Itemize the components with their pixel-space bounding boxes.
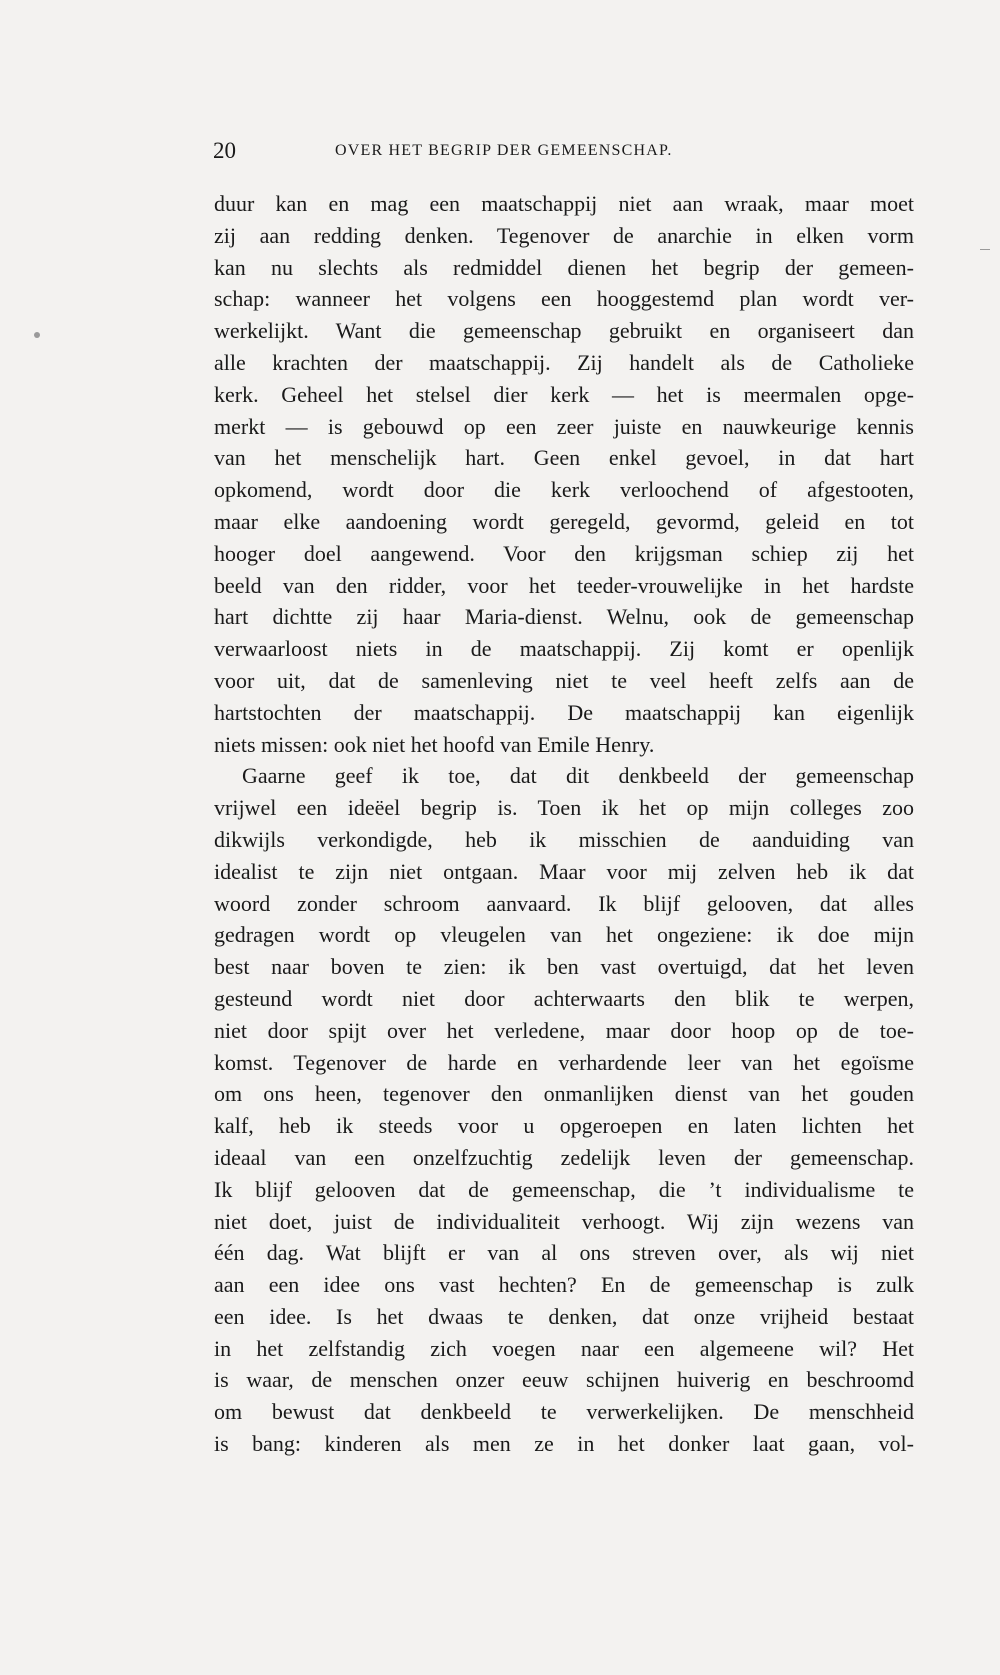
text-line: duur kan en mag een maatschappij niet aan wraak, maar moet <box>214 191 914 216</box>
text-line: voor uit, dat de samenleving niet te veel heeft zelfs aan de <box>214 667 914 693</box>
text-line: kerk. Geheel het stelsel dier kerk — het is meermalen opge- <box>214 381 914 407</box>
text-line: maar elke aandoening wordt geregeld, gevormd, geleid en tot <box>214 508 914 534</box>
text-line: aan een idee ons vast hechten? En de gemeenschap is zulk <box>214 1272 914 1298</box>
text-line: in het zelfstandig zich voegen naar een algemeene wil? Het <box>214 1335 914 1361</box>
text-line: verwaarloost niets in de maatschappij. Zij komt er openlijk <box>214 636 914 662</box>
text-line: kalf, heb ik steeds voor u opgeroepen en laten lichten het <box>214 1113 914 1139</box>
text-line: gesteund wordt niet door achterwaarts den blik te werpen, <box>214 985 914 1011</box>
text-line: schap: wanneer het volgens een hooggestemd plan wordt ver- <box>214 286 914 312</box>
text-line: één dag. Wat blijft er van al ons streven over, als wij niet <box>214 1240 914 1266</box>
text-line: is bang: kinderen als men ze in het donker laat gaan, vol- <box>214 1431 914 1457</box>
text-line: komst. Tegenover de harde en verhardende leer van het egoïsme <box>214 1049 914 1075</box>
text-line: hartstochten der maatschappij. De maatschappij kan eigenlijk <box>214 699 914 725</box>
text-line: hooger doel aangewend. Voor den krijgsman schiep zij het <box>214 540 914 566</box>
paragraph-start-line: Gaarne geef ik toe, dat dit denkbeeld der gemeenschap <box>242 763 914 789</box>
text-line: beeld van den ridder, voor het teeder-vrouwelijke in het hardste <box>214 572 914 598</box>
paragraph-end-line: niets missen: ook niet het hoofd van Emile Henry. <box>214 731 655 757</box>
text-line: ideaal van een onzelfzuchtig zedelijk leven der gemeenschap. <box>214 1144 914 1170</box>
text-line: zij aan redding denken. Tegenover de anarchie in elken vorm <box>214 222 914 248</box>
text-line: opkomend, wordt door die kerk verloochend of afgestooten, <box>214 477 914 503</box>
text-line: idealist te zijn niet ontgaan. Maar voor mij zelven heb ik dat <box>214 858 914 884</box>
text-line: alle krachten der maatschappij. Zij handelt als de Catholieke <box>214 349 914 375</box>
text-line: werkelijkt. Want die gemeenschap gebruikt en organiseert dan <box>214 318 914 344</box>
running-title: OVER HET BEGRIP DER GEMEENSCHAP. <box>335 142 673 159</box>
text-line: is waar, de menschen onzer eeuw schijnen huiverig en beschroomd <box>214 1367 914 1393</box>
text-line: best naar boven te zien: ik ben vast overtuigd, dat het leven <box>214 954 914 980</box>
text-line: woord zonder schroom aanvaard. Ik blijf gelooven, dat alles <box>214 890 914 916</box>
text-line: Ik blijf gelooven dat de gemeenschap, die ’t individualisme te <box>214 1176 914 1202</box>
margin-speck <box>34 332 40 338</box>
text-line: om ons heen, tegenover den onmanlijken dienst van het gouden <box>214 1081 914 1107</box>
margin-tick <box>980 249 990 250</box>
text-line: een idee. Is het dwaas te denken, dat onze vrijheid bestaat <box>214 1303 914 1329</box>
text-line: dikwijls verkondigde, heb ik misschien de aanduiding van <box>214 826 914 852</box>
text-line: gedragen wordt op vleugelen van het ongeziene: ik doe mijn <box>214 922 914 948</box>
page-header <box>213 134 913 168</box>
text-line: van het menschelijk hart. Geen enkel gevoel, in dat hart <box>214 445 914 471</box>
page-number: 20 <box>213 138 236 163</box>
text-line: kan nu slechts als redmiddel dienen het begrip der gemeen- <box>214 254 914 280</box>
text-line: niet door spijt over het verledene, maar door hoop op de toe- <box>214 1017 914 1043</box>
text-line: niet doet, juist de individualiteit verhoogt. Wij zijn wezens van <box>214 1208 914 1234</box>
text-line: hart dichtte zij haar Maria-dienst. Welnu, ook de gemeenschap <box>214 604 914 630</box>
body-text <box>214 188 914 1460</box>
text-line: merkt — is gebouwd op een zeer juiste en nauwkeurige kennis <box>214 413 914 439</box>
text-line: vrijwel een ideëel begrip is. Toen ik het op mijn colleges zoo <box>214 795 914 821</box>
text-line: om bewust dat denkbeeld te verwerkelijken. De menschheid <box>214 1399 914 1425</box>
